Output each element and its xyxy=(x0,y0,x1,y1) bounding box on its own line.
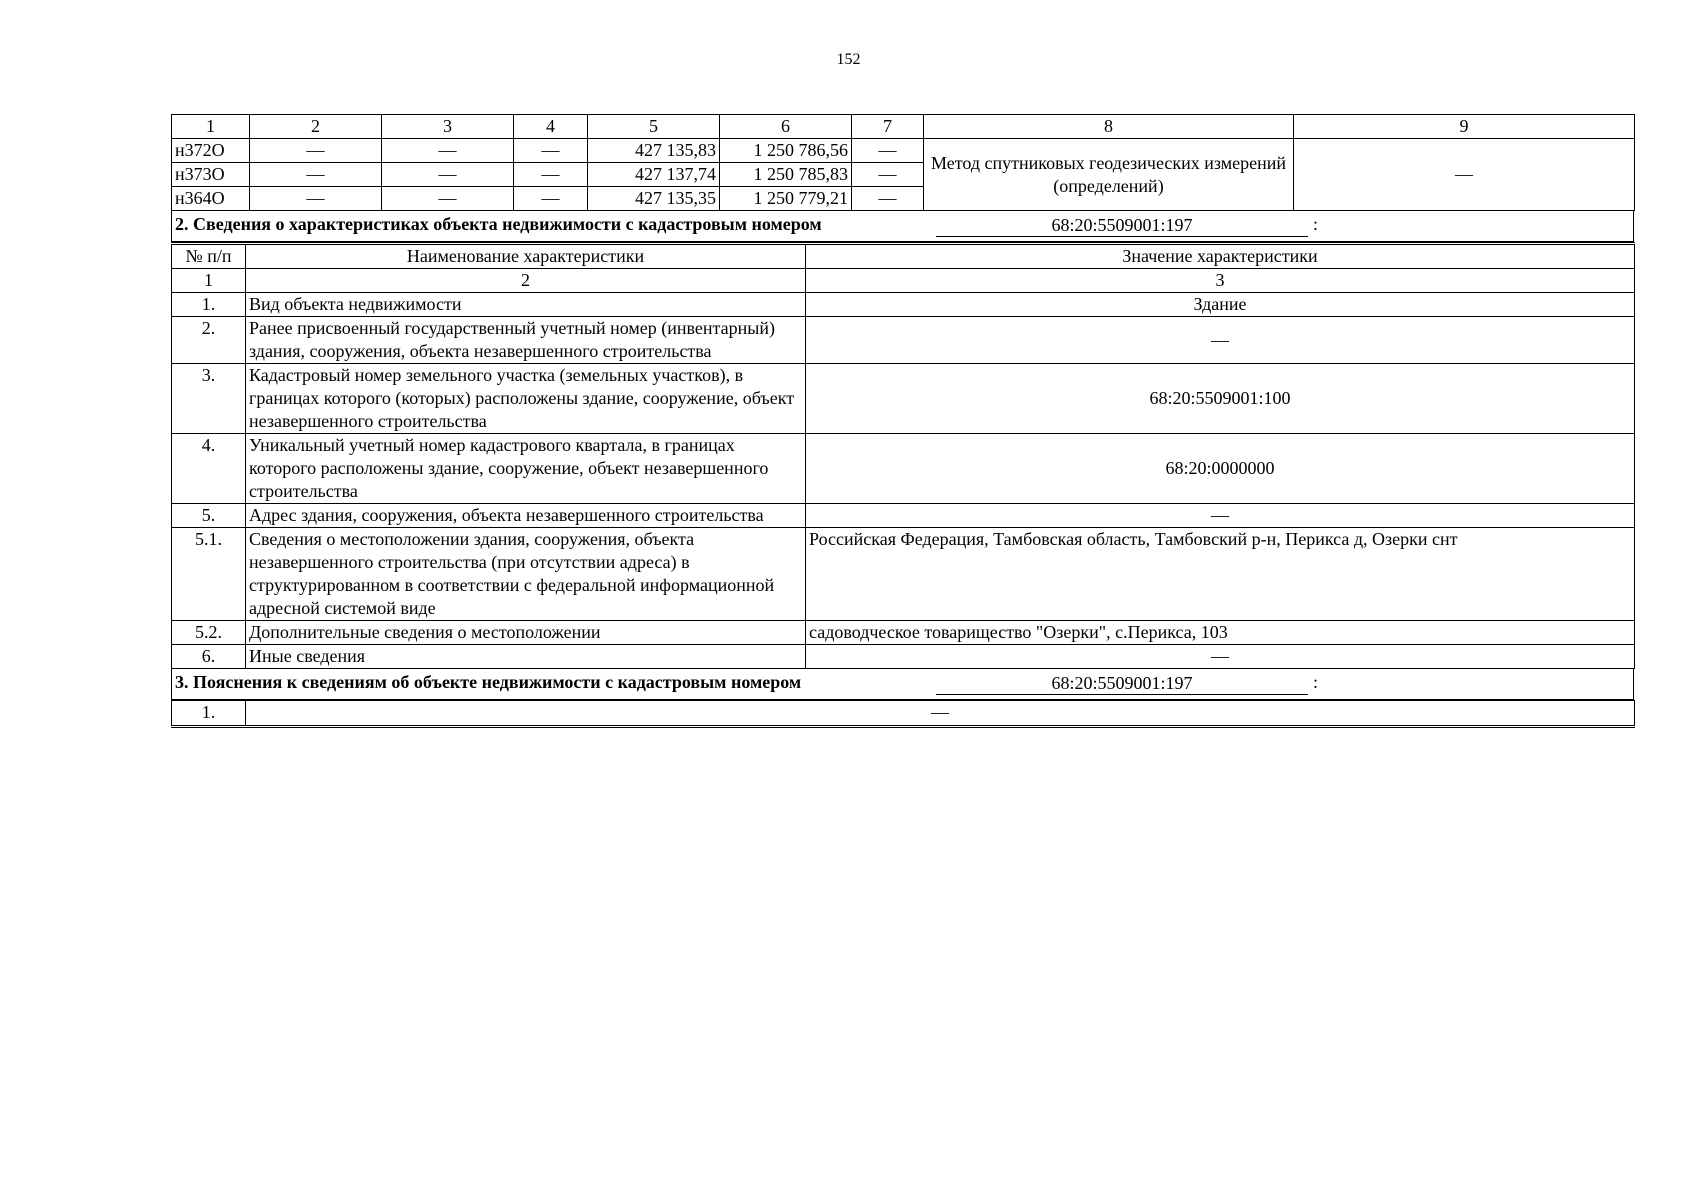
coords-header-cell: 5 xyxy=(588,115,720,139)
section2-heading xyxy=(171,211,1634,242)
section3-colon: : xyxy=(1313,672,1319,692)
coords-header-cell: 8 xyxy=(924,115,1294,139)
coords-cell: — xyxy=(382,163,514,187)
page-number: 152 xyxy=(836,51,861,68)
row-value: — xyxy=(806,504,1635,528)
coords-header-cell: 7 xyxy=(852,115,924,139)
row-value: Здание xyxy=(806,293,1635,317)
chars-header-row xyxy=(172,244,1635,269)
coordinates-table xyxy=(171,114,1635,211)
chars-row xyxy=(172,504,1635,528)
coord-y: 1 250 785,83 xyxy=(720,163,852,187)
coords-cell: — xyxy=(852,187,924,211)
point-name: н372О xyxy=(172,139,250,163)
notes-num: 1. xyxy=(172,701,246,727)
coord-x: 427 137,74 xyxy=(588,163,720,187)
row-value: 68:20:5509001:100 xyxy=(806,364,1635,434)
row-num: 4. xyxy=(172,434,246,504)
coord-y: 1 250 779,21 xyxy=(720,187,852,211)
row-name: Ранее присвоенный государственный учетный номер (инвентарный) здания, сооружения, объекта незавершенного строительства xyxy=(246,317,806,364)
row-num: 5. xyxy=(172,504,246,528)
coords-cell: — xyxy=(852,139,924,163)
row-name: Уникальный учетный номер кадастрового квартала, в границах которого расположены здание, сооружение, объект незавершенного строительства xyxy=(246,434,806,504)
coords-cell: — xyxy=(514,163,588,187)
chars-row xyxy=(172,645,1635,669)
chars-row xyxy=(172,528,1635,621)
point-name: н373О xyxy=(172,163,250,187)
row-num: 6. xyxy=(172,645,246,669)
document-sheet xyxy=(171,114,1634,728)
section3-heading xyxy=(171,669,1634,700)
coord-x: 427 135,35 xyxy=(588,187,720,211)
coords-col9: — xyxy=(1294,139,1635,211)
chars-row xyxy=(172,293,1635,317)
notes-table xyxy=(171,700,1635,728)
coords-cell: — xyxy=(514,139,588,163)
row-name: Сведения о местоположении здания, сооружения, объекта незавершенного строительства (при отсутствии адреса) в структурированном в соответствии с федеральной информационной адресной системой виде xyxy=(246,528,806,621)
coords-header-cell: 2 xyxy=(250,115,382,139)
row-value: 68:20:0000000 xyxy=(806,434,1635,504)
row-value: Российская Федерация, Тамбовская область, Тамбовский р-н, Перикса д, Озерки снт xyxy=(806,528,1635,621)
point-name: н364О xyxy=(172,187,250,211)
coords-cell: — xyxy=(382,139,514,163)
colnum: 3 xyxy=(806,269,1635,293)
measurement-method: Метод спутниковых геодезических измерений (определений) xyxy=(924,139,1294,211)
row-num: 2. xyxy=(172,317,246,364)
chars-colnum-row xyxy=(172,269,1635,293)
notes-value: — xyxy=(246,701,1635,727)
section2-title: 2. Сведения о характеристиках объекта недвижимости с кадастровым номером xyxy=(175,214,822,234)
coords-header-cell: 1 xyxy=(172,115,250,139)
coord-x: 427 135,83 xyxy=(588,139,720,163)
coords-row xyxy=(172,139,1635,163)
row-name: Кадастровый номер земельного участка (земельных участков), в границах которого (которых) расположены здание, сооружение, объект незавершенного строительства xyxy=(246,364,806,434)
chars-row xyxy=(172,317,1635,364)
row-name: Иные сведения xyxy=(246,645,806,669)
coords-cell: — xyxy=(250,163,382,187)
chars-row xyxy=(172,621,1635,645)
colnum: 1 xyxy=(172,269,246,293)
coords-header-cell: 4 xyxy=(514,115,588,139)
coord-y: 1 250 786,56 xyxy=(720,139,852,163)
characteristics-table xyxy=(171,242,1635,669)
section3-cadastral-number: 68:20:5509001:197 xyxy=(936,672,1308,695)
coords-header-cell: 9 xyxy=(1294,115,1635,139)
coords-header-cell: 6 xyxy=(720,115,852,139)
section3-title: 3. Пояснения к сведениям об объекте недвижимости с кадастровым номером xyxy=(175,672,802,692)
coords-cell: — xyxy=(382,187,514,211)
row-num: 1. xyxy=(172,293,246,317)
row-num: 3. xyxy=(172,364,246,434)
coords-header-row xyxy=(172,115,1635,139)
row-name: Вид объекта недвижимости xyxy=(246,293,806,317)
notes-row xyxy=(172,701,1635,727)
coords-cell: — xyxy=(852,163,924,187)
chars-row xyxy=(172,364,1635,434)
row-num: 5.2. xyxy=(172,621,246,645)
row-num: 5.1. xyxy=(172,528,246,621)
header-name: Наименование характеристики xyxy=(246,244,806,269)
coords-header-cell: 3 xyxy=(382,115,514,139)
section2-cadastral-number: 68:20:5509001:197 xyxy=(936,214,1308,237)
section2-colon: : xyxy=(1313,214,1319,234)
row-value: садоводческое товарищество "Озерки", с.Перикса, 103 xyxy=(806,621,1635,645)
row-name: Адрес здания, сооружения, объекта незавершенного строительства xyxy=(246,504,806,528)
row-name: Дополнительные сведения о местоположении xyxy=(246,621,806,645)
row-value: — xyxy=(806,645,1635,669)
header-value: Значение характеристики xyxy=(806,244,1635,269)
header-num: № п/п xyxy=(172,244,246,269)
chars-row xyxy=(172,434,1635,504)
coords-cell: — xyxy=(250,187,382,211)
colnum: 2 xyxy=(246,269,806,293)
row-value: — xyxy=(806,317,1635,364)
coords-cell: — xyxy=(250,139,382,163)
coords-cell: — xyxy=(514,187,588,211)
